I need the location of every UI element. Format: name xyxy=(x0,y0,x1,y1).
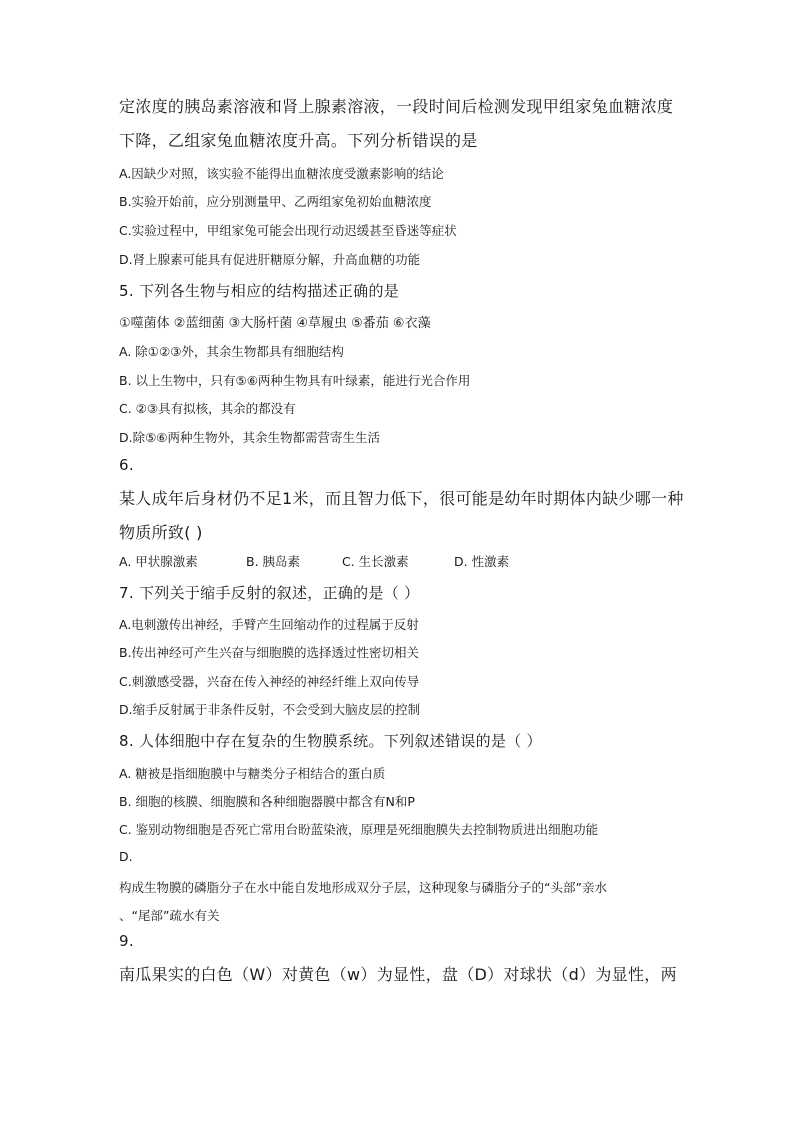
question-4-option-a: A.因缺少对照，该实验不能得出血糖浓度受激素影响的结论 xyxy=(119,166,444,181)
question-6-option-d: D. 性激素 xyxy=(454,554,510,569)
question-7-option-d: D.缩手反射属于非条件反射，不会受到大脑皮层的控制 xyxy=(119,702,421,717)
question-5-option-b: B. 以上生物中，只有⑤⑥两种生物具有叶绿素，能进行光合作用 xyxy=(119,373,471,388)
question-5-organism-list: ①噬菌体 ②蓝细菌 ③大肠杆菌 ④草履虫 ⑤番茄 ⑥衣藻 xyxy=(119,316,431,331)
question-6-stem-line-2: 物质所致( ) xyxy=(119,523,203,542)
question-6-stem-line-1: 某人成年后身材仍不足1米，而且智力低下，很可能是幼年时期体内缺少哪一种 xyxy=(119,489,684,508)
question-6-option-a: A. 甲状腺激素 xyxy=(119,554,198,569)
question-4-option-c: C.实验过程中，甲组家兔可能会出现行动迟缓甚至昏迷等症状 xyxy=(119,223,457,238)
question-9-stem-line-1: 南瓜果实的白色（W）对黄色（w）为显性，盘（D）对球状（d）为显性，两 xyxy=(119,965,677,984)
question-4-stem-line-2: 下降，乙组家兔血糖浓度升高。下列分析错误的是 xyxy=(119,131,478,150)
question-8-stem: 8. 人体细胞中存在复杂的生物膜系统。下列叙述错误的是（ ） xyxy=(119,732,542,750)
question-8-option-d-label: D. xyxy=(119,849,133,864)
question-8-option-d-line-2: 、“尾部”疏水有关 xyxy=(119,908,220,923)
question-4-option-b: B.实验开始前，应分别测量甲、乙两组家兔初始血糖浓度 xyxy=(119,194,432,209)
question-7-stem: 7. 下列关于缩手反射的叙述，正确的是（ ） xyxy=(119,584,420,602)
question-5-stem: 5. 下列各生物与相应的结构描述正确的是 xyxy=(119,282,400,300)
question-7-option-a: A.电刺激传出神经，手臂产生回缩动作的过程属于反射 xyxy=(119,617,419,632)
question-8-option-c: C. 鉴别动物细胞是否死亡常用台盼蓝染液，原理是死细胞膜失去控制物质进出细胞功能 xyxy=(119,822,599,837)
question-6-options xyxy=(119,552,679,570)
question-7-option-c: C.刺激感受器，兴奋在传入神经的神经纤维上双向传导 xyxy=(119,674,420,689)
question-8-option-d-line-1: 构成生物膜的磷脂分子在水中能自发地形成双分子层，这种现象与磷脂分子的“头部”亲水 xyxy=(119,880,607,895)
question-5-option-a: A. 除①②③外，其余生物都具有细胞结构 xyxy=(119,344,344,359)
question-6-option-c: C. 生长激素 xyxy=(342,554,409,569)
question-8-option-b: B. 细胞的核膜、细胞膜和各种细胞器膜中都含有N和P xyxy=(119,794,415,809)
question-9-number: 9. xyxy=(119,932,134,950)
question-6-option-b: B. 胰岛素 xyxy=(246,554,301,569)
question-5-option-d: D.除⑤⑥两种生物外，其余生物都需营寄生生活 xyxy=(119,430,381,445)
question-8-option-a: A. 糖被是指细胞膜中与糖类分子相结合的蛋白质 xyxy=(119,766,386,781)
question-6-number: 6. xyxy=(119,456,134,474)
question-4-option-d: D.肾上腺素可能具有促进肝糖原分解，升高血糖的功能 xyxy=(119,252,421,267)
question-5-option-c: C. ②③具有拟核，其余的都没有 xyxy=(119,401,296,416)
question-7-option-b: B.传出神经可产生兴奋与细胞膜的选择透过性密切相关 xyxy=(119,645,420,660)
question-4-stem-line-1: 定浓度的胰岛素溶液和肾上腺素溶液，一段时间后检测发现甲组家兔血糖浓度 xyxy=(119,97,674,116)
